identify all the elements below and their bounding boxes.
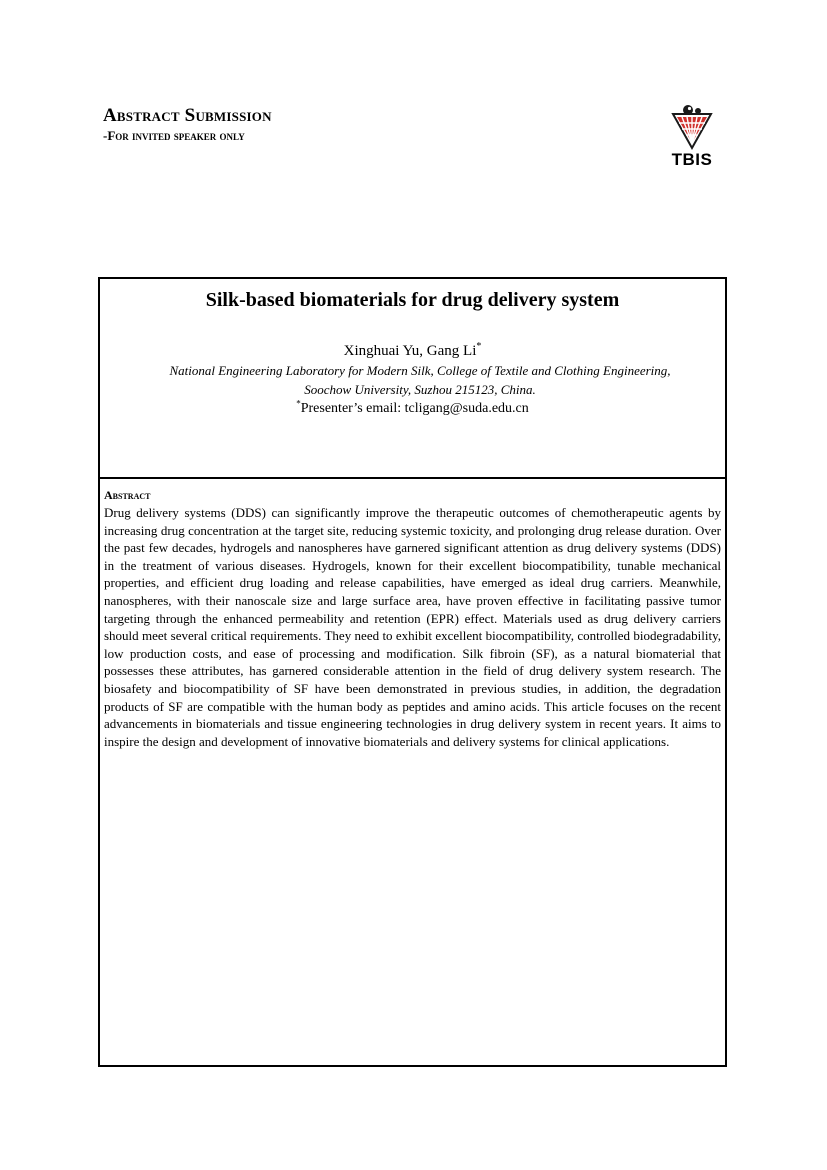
authors bbox=[100, 341, 725, 361]
tbis-logo-mark-icon bbox=[660, 104, 724, 152]
abstract-section bbox=[104, 487, 721, 750]
abstract-body: Drug delivery systems (DDS) can significantly improve the therapeutic outcomes of chemotherapeutic agents by increasing drug concentration at the target site, reducing systemic toxicity, and prolonging drug release duration. Over the past few decades, hydrogels and nanospheres have garnered significant attention as drug delivery systems (DDS) in the treatment of various diseases. Hydrogels, known for their excellent biocompatibility, tunable mechanical properties, and efficient drug loading and release capabilities, have emerged as ideal drug carriers. Meanwhile, nanospheres, with their nanoscale size and large surface area, have proven effective in facilitating passive tumor targeting through the enhanced permeability and retention (EPR) effect. Materials used as drug delivery carriers should meet several critical requirements. They need to exhibit excellent biocompatibility, controlled biodegradability, low production costs, and ease of processing and modification. Silk fibroin (SF), as a natural biomaterial that possesses these attributes, has garnered considerable attention in the field of drug delivery system research. The biosafety and biocompatibility of SF have been demonstrated in previous studies, in addition, the degradation products of SF are compatible with the human body as peptides and amino acids. This article focuses on the recent advancements in biomaterials and tissue engineering technologies in drug delivery system in recent years. It aims to inspire the design and development of innovative biomaterials and delivery systems for clinical applications. bbox=[104, 505, 721, 749]
logo-text: TBIS bbox=[671, 150, 713, 169]
author-names: Xinghuai Yu, Gang Li bbox=[343, 343, 477, 359]
affiliation-line-1: National Engineering Laboratory for Modern Silk, College of Textile and Clothing Engineering, bbox=[169, 363, 671, 378]
presenter-text: Presenter’s email: tcligang@suda.edu.cn bbox=[300, 401, 529, 416]
header-block bbox=[103, 104, 272, 144]
presenter-email bbox=[100, 399, 725, 419]
tbis-logo bbox=[660, 104, 724, 174]
corresponding-mark: * bbox=[476, 341, 482, 352]
paper-title: Silk-based biomaterials for drug delivery system bbox=[205, 289, 620, 311]
presenter-mark: * bbox=[296, 398, 301, 409]
abstract-box bbox=[98, 277, 727, 1067]
title-section bbox=[100, 279, 725, 479]
abstract-heading: Abstract bbox=[104, 488, 151, 502]
affiliation bbox=[120, 361, 720, 399]
affiliation-line-2: Soochow University, Suzhou 215123, China. bbox=[304, 382, 536, 397]
header-title: Abstract Submission bbox=[103, 105, 272, 126]
header-subtitle: -For invited speaker only bbox=[103, 128, 245, 143]
